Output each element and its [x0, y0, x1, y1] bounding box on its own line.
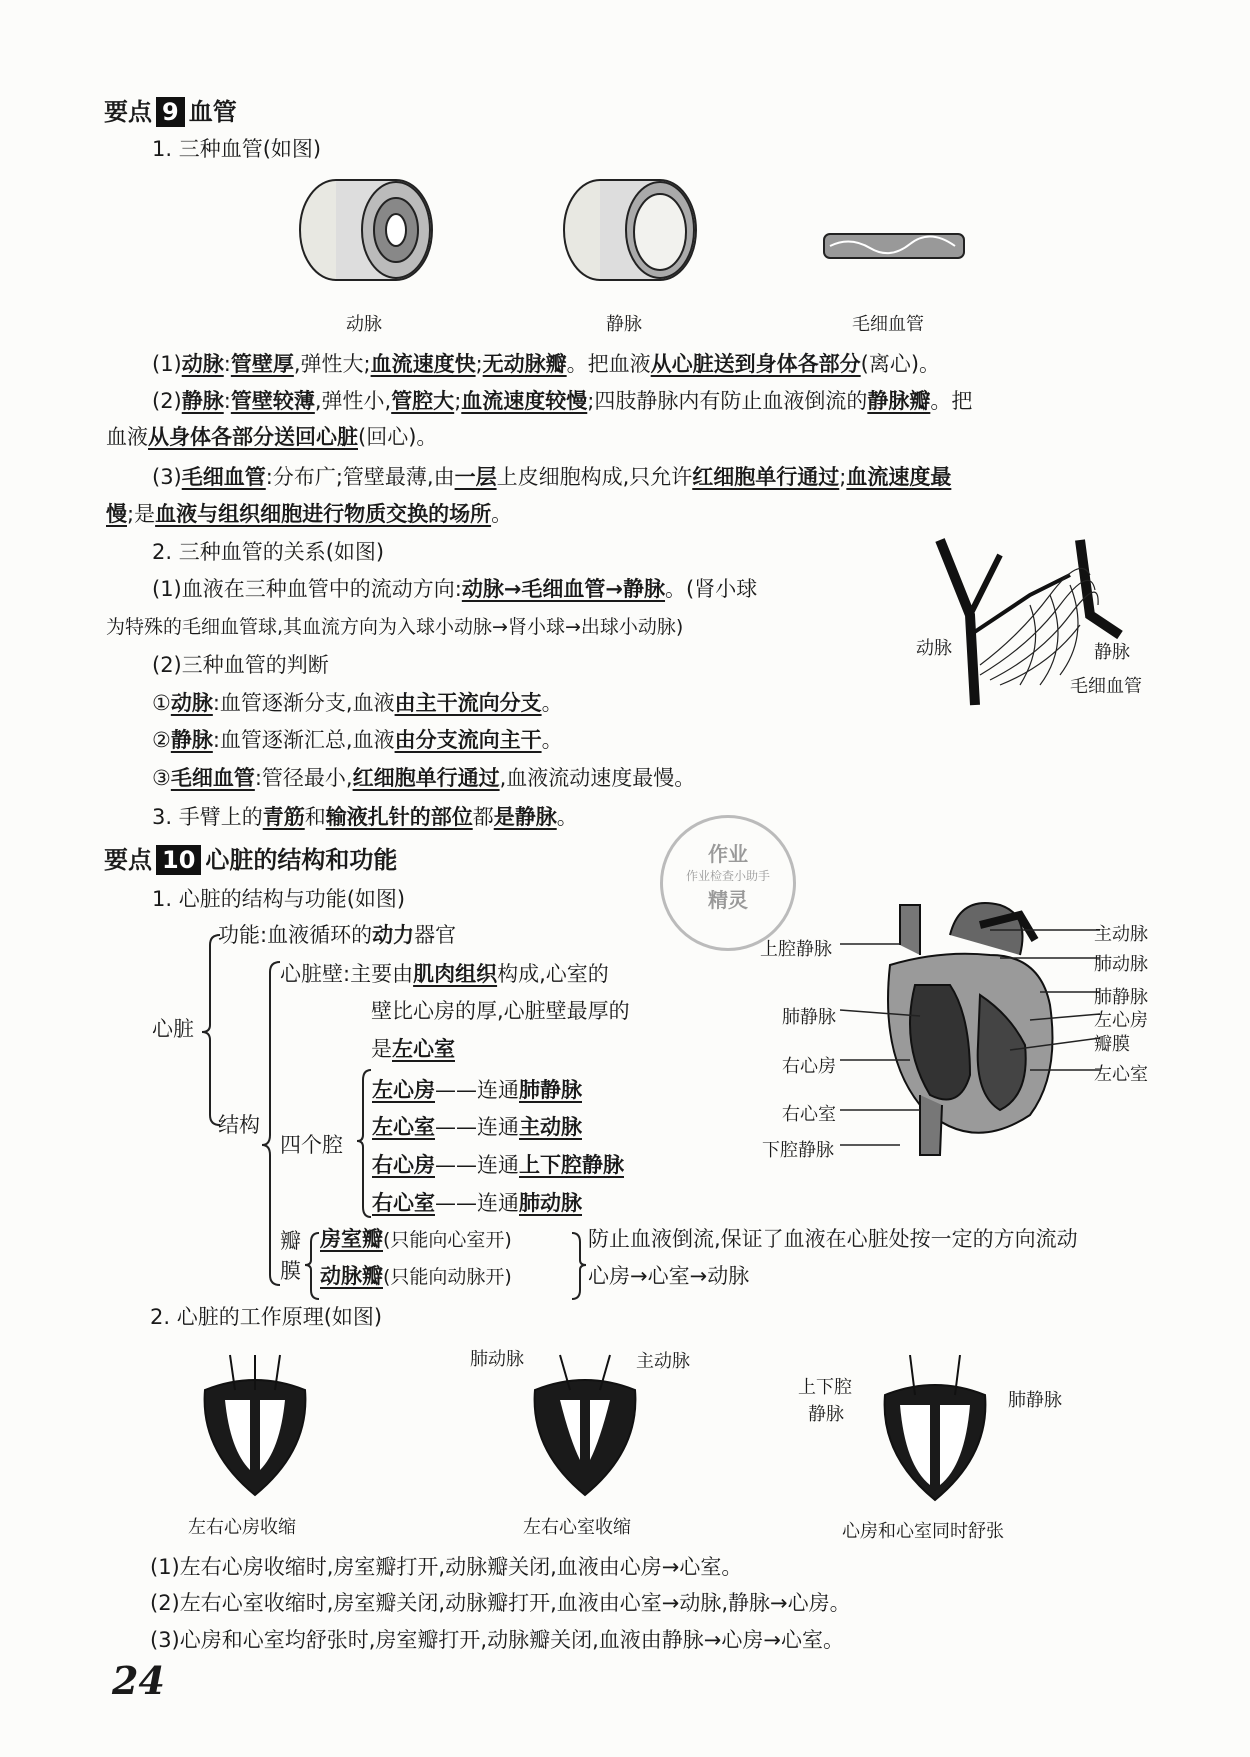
tree-valve: 瓣膜: [280, 1229, 301, 1283]
caption-artery: 动脉: [346, 314, 382, 335]
heart-label-pulmonary-vein-left: 肺静脉: [782, 1007, 836, 1028]
caption-vein: 静脉: [606, 314, 642, 335]
valve-atrioventricular: 房室瓣(只能向心室开): [320, 1227, 512, 1251]
artery-figure: [296, 174, 436, 286]
tree-structure: 结构: [218, 1113, 260, 1137]
work-step-3: (3)心房和心室均舒张时,房室瓣打开,动脉瓣关闭,血液由静脉→心房→心室。: [150, 1628, 844, 1652]
caption-atria-contract: 左右心房收缩: [188, 1517, 296, 1538]
heart-label-left-ventricle: 左心室: [1094, 1064, 1148, 1085]
heart-leader-lines: [830, 920, 1100, 1160]
judge-artery: ①动脉:血管逐渐分支,血液由主干流向分支。: [152, 691, 563, 715]
artery-description: (1)动脉:管壁厚,弹性大;血流速度快;无动脉瓣。把血液从心脏送到身体各部分(离心)。: [152, 352, 941, 376]
work-label-pulmonary-vein: 肺静脉: [1008, 1390, 1062, 1411]
item-3: 3. 手臂上的青筋和输液扎针的部位都是静脉。: [152, 805, 578, 829]
tree-heart-wall-3: 是左心室: [371, 1037, 455, 1061]
flow-direction: (1)血液在三种血管中的流动方向:动脉→毛细血管→静脉。(肾小球: [152, 577, 758, 601]
vein-figure: [560, 174, 700, 286]
section-label: 要点: [104, 98, 152, 126]
tree-four-cavities: 四个腔: [280, 1133, 343, 1157]
relation-label-vein: 静脉: [1094, 642, 1130, 663]
capillary-description: (3)毛细血管:分布广;管壁最薄,由一层上皮细胞构成,只允许红细胞单行通过;血流速度最: [152, 465, 952, 489]
work-step-2: (2)左右心室收缩时,房室瓣关闭,动脉瓣打开,血液由心室→动脉,静脉→心房。: [150, 1591, 851, 1615]
tree-root-heart: 心脏: [152, 1017, 194, 1041]
work-label-pulmonary-artery: 肺动脉: [470, 1349, 524, 1370]
vein-description: (2)静脉:管壁较薄,弹性小,管腔大;血流速度较慢;四肢静脉内有防止血液倒流的静脉瓣。把: [152, 389, 973, 413]
heart-label-pulmonary-artery: 肺动脉: [1094, 954, 1148, 975]
page-number: 24: [112, 1658, 165, 1703]
capillary-figure: [820, 226, 970, 266]
valve-flow-order: 心房→心室→动脉: [588, 1264, 750, 1288]
tree-heart-wall-2: 壁比心房的厚,心脏壁最厚的: [371, 999, 630, 1023]
heart-label-valve: 瓣膜: [1094, 1034, 1130, 1055]
tree-brackets: [200, 920, 290, 1290]
work-label-vena-cava-2: 静脉: [808, 1404, 844, 1425]
heart-label-aorta: 主动脉: [1094, 924, 1148, 945]
relation-label-artery: 动脉: [916, 638, 952, 659]
ventricles-contract-figure: [525, 1350, 645, 1500]
valve-result-bracket: [568, 1230, 590, 1302]
heart-label-inferior-vena-cava: 下腔静脉: [762, 1140, 834, 1161]
tree-function: 功能:血液循环的动力器官: [218, 923, 457, 947]
work-label-aorta: 主动脉: [636, 1351, 690, 1372]
heart-label-left-atrium: 左心房: [1094, 1010, 1148, 1031]
atria-contract-figure: [195, 1350, 315, 1500]
work-step-1: (1)左右心房收缩时,房室瓣打开,动脉瓣关闭,血液由心房→心室。: [150, 1555, 743, 1579]
heart-label-right-ventricle: 右心室: [782, 1104, 836, 1125]
heart-label-pulmonary-vein-right: 肺静脉: [1094, 987, 1148, 1008]
section-10-heading: 要点 10 心脏的结构和功能: [104, 846, 398, 874]
work-label-vena-cava-1: 上下腔: [798, 1377, 852, 1398]
section-number-badge: 10: [156, 845, 201, 875]
capillary-description-line2: 慢;是血液与组织细胞进行物质交换的场所。: [106, 502, 513, 526]
relaxation-figure: [875, 1355, 995, 1505]
watermark-stamp: 作业 作业检查小助手 精灵: [660, 815, 796, 951]
vessel-judgement-title: (2)三种血管的判断: [152, 653, 329, 677]
relation-label-capillary: 毛细血管: [1070, 676, 1142, 697]
heart-label-superior-vena-cava: 上腔静脉: [760, 939, 832, 960]
judge-capillary: ③毛细血管:管径最小,红细胞单行通过,血液流动速度最慢。: [152, 766, 696, 790]
flow-direction-note: 为特殊的毛细血管球,其血流方向为入球小动脉→肾小球→出球小动脉): [106, 616, 684, 638]
valve-arterial: 动脉瓣(只能向动脉开): [320, 1264, 512, 1288]
vein-description-line2: 血液从身体各部分送回心脏(回心)。: [106, 425, 438, 449]
heart-label-right-atrium: 右心房: [782, 1056, 836, 1077]
valve-function: 防止血液倒流,保证了血液在心脏处按一定的方向流动: [588, 1227, 1078, 1251]
cavity-right-ventricle: 右心室——连通肺动脉: [372, 1191, 582, 1215]
section-9-heading: [104, 94, 237, 130]
tree-heart-wall: 心脏壁:主要由肌肉组织构成,心室的: [280, 962, 609, 986]
caption-relaxation: 心房和心室同时舒张: [842, 1521, 1004, 1542]
section-title: 血管: [188, 98, 237, 126]
heart-item-1-title: 1. 心脏的结构与功能(如图): [152, 887, 406, 911]
section-number-badge: 9: [156, 97, 185, 127]
cavity-left-atrium: 左心房——连通肺静脉: [372, 1078, 582, 1102]
heart-item-2-title: 2. 心脏的工作原理(如图): [150, 1305, 383, 1329]
cavity-right-atrium: 右心房——连通上下腔静脉: [372, 1153, 624, 1177]
cavity-left-ventricle: 左心室——连通主动脉: [372, 1115, 582, 1139]
judge-vein: ②静脉:血管逐渐汇总,血液由分支流向主干。: [152, 728, 563, 752]
item-1-title: 1. 三种血管(如图): [152, 137, 322, 161]
caption-capillary: 毛细血管: [852, 314, 924, 335]
caption-ventricles-contract: 左右心室收缩: [523, 1517, 631, 1538]
item-2-title: 2. 三种血管的关系(如图): [152, 540, 385, 564]
